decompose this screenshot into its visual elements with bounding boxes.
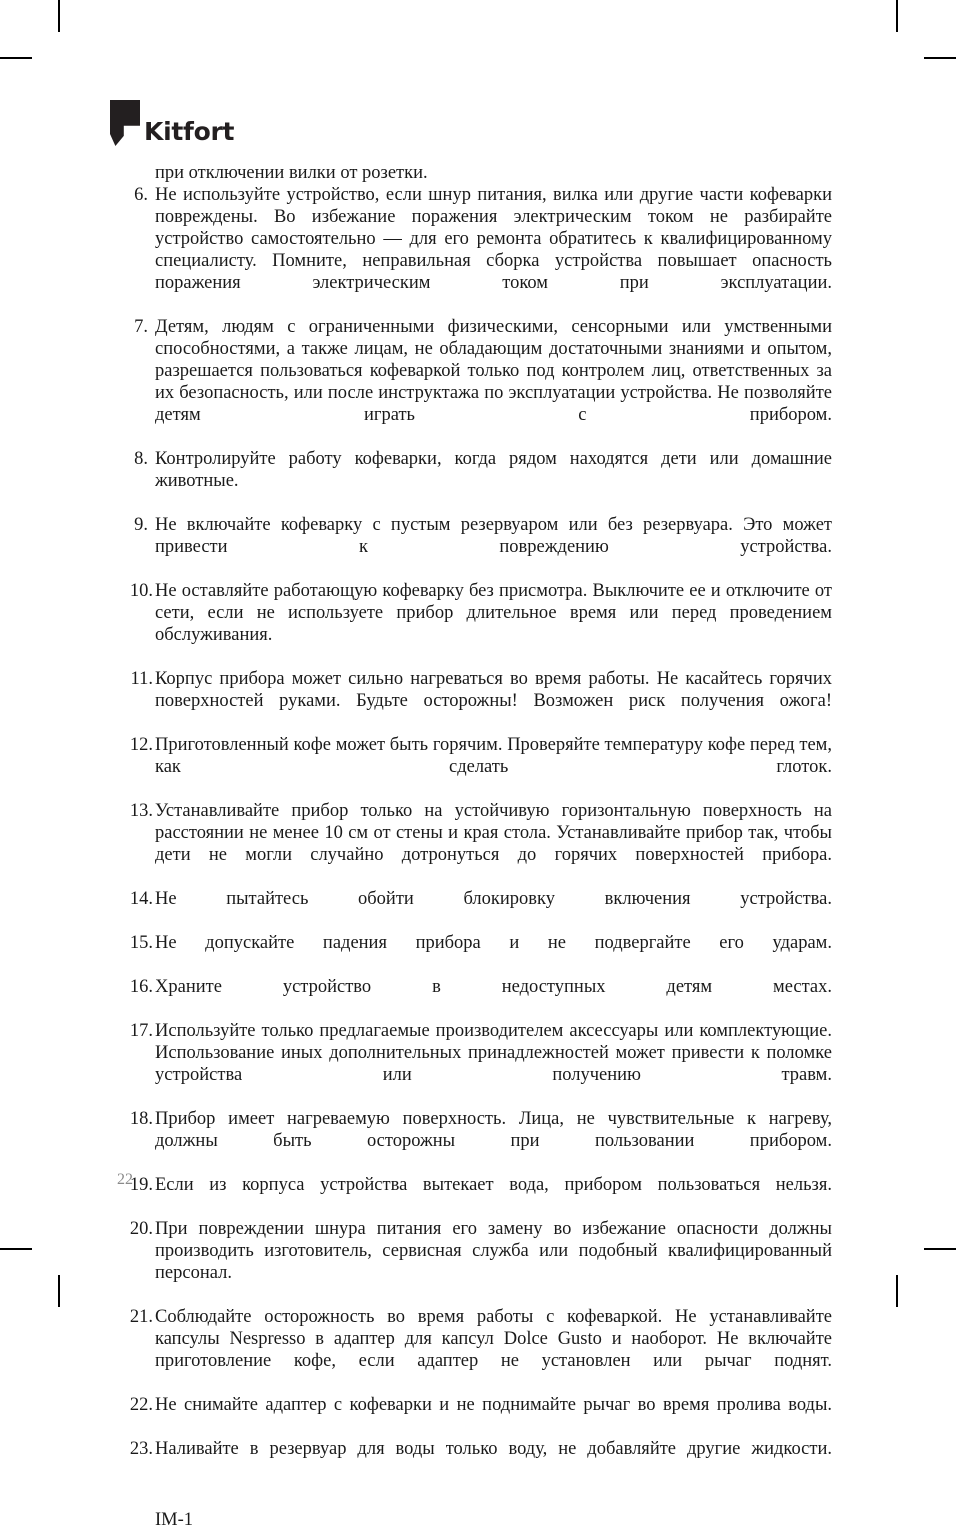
safety-rule-text: Наливайте в резервуар для воды только воду, не добавляйте другие жидкости. [155, 1439, 832, 1459]
safety-rule-number: 18. [129, 1109, 153, 1129]
crop-mark-top-left-horizontal [0, 57, 32, 59]
crop-mark-bottom-left-horizontal [0, 1248, 32, 1250]
safety-rule-item [110, 1438, 832, 1482]
safety-rule-text: Не используйте устройство, если шнур питания, вилка или другие части кофеварки повреждены. Во избежание поражения электрическим током не разбирайте устройство самостоятельно — для его ремонта обратитесь к квалифицированному специалисту. Помните, неправильная сборка устройства повышает опасность поражения электрическим током при эксплуатации. [155, 185, 832, 293]
safety-rule-text: Не допускайте падения прибора и не подвергайте его ударам. [155, 933, 832, 953]
safety-rule-text: Прибор имеет нагреваемую поверхность. Лица, не чувствительные к нагреву, должны быть осторожны при пользовании прибором. [155, 1109, 832, 1151]
crop-mark-bottom-right-vertical [896, 1275, 898, 1307]
safety-rule-number: 17. [129, 1021, 153, 1041]
safety-rule-number: 10. [129, 581, 153, 601]
safety-rule-number: 20. [129, 1219, 153, 1239]
page-content [110, 100, 832, 1531]
safety-rule-number: 13. [129, 801, 153, 821]
safety-rule-number: 16. [129, 977, 153, 997]
safety-rule-number: 15. [129, 933, 153, 953]
safety-rule-text: Устанавливайте прибор только на устойчивую горизонтальную поверхность на расстоянии не менее 10 см от стены и края стола. Устанавливайте прибор так, чтобы дети не могли случайно дотронуться до горячих поверхностей прибора. [155, 801, 832, 865]
crop-mark-bottom-left-vertical [58, 1275, 60, 1307]
safety-rule-text: Контролируйте работу кофеварки, когда рядом находятся дети или домашние животные. [155, 449, 832, 491]
safety-rule-number: 14. [129, 889, 153, 909]
safety-rule-item [110, 580, 832, 668]
safety-rule-text: Соблюдайте осторожность во время работы с кофеваркой. Не устанавливайте капсулы Nespresso в адаптер для капсул Dolce Gusto и наоборот. Не включайте приготовление кофе, если адаптер не установлен или рычаг поднят. [155, 1307, 832, 1371]
safety-rule-number: 23. [129, 1439, 153, 1459]
safety-rule-number: 11. [130, 669, 153, 689]
pennant-flag-icon [110, 100, 140, 146]
safety-rule-number: 9. [134, 515, 148, 535]
safety-rule-text: При повреждении шнура питания его замену во избежание опасности должны производить изготовитель, сервисная служба или подобный квалифицированный персонал. [155, 1219, 832, 1283]
im-code: IM-1 [155, 1510, 194, 1530]
safety-rule-item [110, 1108, 832, 1174]
safety-rule-number: 19. [129, 1175, 153, 1195]
safety-rule-text: Не пытайтесь обойти блокировку включения устройства. [155, 889, 832, 909]
safety-rule-text: Храните устройство в недоступных детям местах. [155, 977, 832, 997]
safety-rule-number: 7. [134, 317, 148, 337]
safety-rule-item [110, 1218, 832, 1306]
safety-rule-item [110, 976, 832, 1020]
safety-rule-item [110, 734, 832, 800]
safety-rule-item [110, 888, 832, 932]
brand-logo [110, 100, 832, 162]
safety-rule-number: 21. [129, 1307, 153, 1327]
crop-mark-bottom-right-horizontal [924, 1248, 956, 1250]
safety-rule-text: Используйте только предлагаемые производителем аксессуары или комплектующие. Использование иных дополнительных принадлежностей может привести к поломке устройства или получению травм. [155, 1021, 832, 1085]
safety-rule-text: Если из корпуса устройства вытекает вода, прибором пользоваться нельзя. [155, 1175, 832, 1195]
safety-rule-text: Детям, людям с ограниченными физическими, сенсорными или умственными способностями, а также лицам, не обладающим достаточными знаниями и опытом, разрешается пользоваться кофеваркой только под контролем лиц, ответственных за их безопасность, или после инструктажа по эксплуатации устройства. Не позволяйте детям играть с прибором. [155, 317, 832, 425]
lead-paragraph: при отключении вилки от розетки. [155, 163, 428, 183]
safety-rule-item [110, 932, 832, 976]
safety-rule-item [110, 1394, 832, 1438]
page-number: 22 [117, 1171, 133, 1188]
safety-rule-text: Не снимайте адаптер с кофеварки и не поднимайте рычаг во время пролива воды. [155, 1395, 832, 1415]
safety-rule-item [110, 1020, 832, 1108]
safety-rule-item [110, 1306, 832, 1394]
safety-rule-number: 8. [134, 449, 148, 469]
safety-rule-item [110, 448, 832, 514]
crop-mark-top-right-horizontal [924, 57, 956, 59]
safety-rule-text: Не включайте кофеварку с пустым резервуаром или без резервуара. Это может привести к повреждению устройства. [155, 515, 832, 557]
safety-rule-number: 6. [134, 185, 148, 205]
safety-rule-item [110, 514, 832, 580]
safety-rule-number: 22. [129, 1395, 153, 1415]
crop-mark-top-right-vertical [896, 0, 898, 32]
safety-rule-text: Корпус прибора может сильно нагреваться во время работы. Не касайтесь горячих поверхностей руками. Будьте осторожны! Возможен риск получения ожога! [155, 669, 832, 711]
safety-rule-number: 12. [129, 735, 153, 755]
safety-rule-item [110, 184, 832, 316]
safety-rule-text: Приготовленный кофе может быть горячим. Проверяйте температуру кофе перед тем, как сделать глоток. [155, 735, 832, 777]
safety-rule-text: Не оставляйте работающую кофеварку без присмотра. Выключите ее и отключите от сети, если не используете прибор длительное время или перед проведением обслуживания. [155, 581, 832, 645]
crop-mark-top-left-vertical [58, 0, 60, 32]
safety-rule-item [110, 316, 832, 448]
safety-rules-list [110, 184, 832, 1482]
safety-rule-item [110, 1171, 832, 1218]
brand-name: Kitfort [144, 117, 235, 146]
safety-rule-item [110, 668, 832, 734]
safety-rule-item [110, 800, 832, 888]
